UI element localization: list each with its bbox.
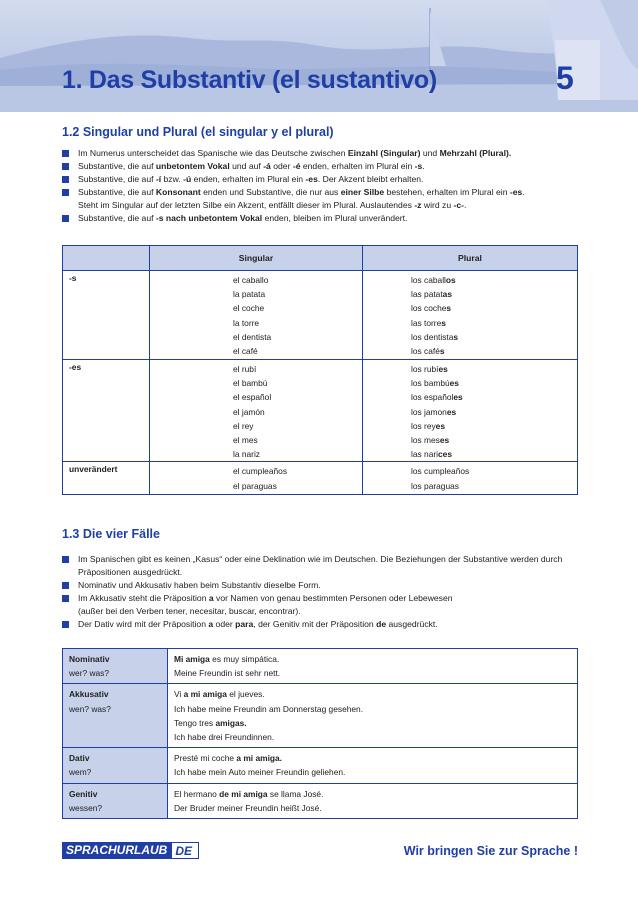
bold-text: s <box>446 303 452 314</box>
plural-word <box>411 447 577 461</box>
case-name: Genitiv <box>69 788 98 799</box>
plural-word <box>411 405 577 419</box>
plural-word <box>411 433 577 447</box>
text-run: Im Numerus unterscheidet das Spanische wie das Deutsche zwischen <box>78 148 348 158</box>
bullet-item <box>62 553 592 579</box>
text-run: Tengo tres <box>174 717 216 728</box>
case-name: Nominativ <box>69 654 110 664</box>
singular-word: el mes <box>233 435 258 446</box>
bold-text: s <box>441 317 446 328</box>
square-bullet-icon <box>62 163 69 170</box>
singular-word: el bambú <box>233 378 268 389</box>
text-run: Im Spanischen gibt es keinen „Kasus“ oder eine Deklination wie im Deutschen. Die Beziehungen der Substantive werden durch <box>78 554 563 564</box>
table-row <box>63 271 578 360</box>
text-run: Presté mi coche <box>174 753 237 764</box>
text-run: (außer bei den Verben tener, necesitar, buscar, encontrar). <box>78 606 301 616</box>
section-title-cases: 1.3 Die vier Fälle <box>62 527 160 541</box>
example-line <box>174 687 571 701</box>
case-row <box>63 748 578 783</box>
text-run: los rey <box>411 420 436 431</box>
singular-word: la torre <box>233 317 260 328</box>
square-bullet-icon <box>62 189 69 196</box>
singular-word: el caballo <box>233 275 269 285</box>
text-run: los cumpleaños <box>411 466 470 477</box>
text-run: El hermano <box>174 788 220 799</box>
case-question: wen? was? <box>69 703 111 714</box>
example-line <box>174 716 571 730</box>
text-run: Der Bruder meiner Freundin heißt José. <box>174 802 322 813</box>
section-title-singular-plural: 1.2 Singular und Plural (el singular y el plural) <box>62 125 334 139</box>
plural-word <box>411 376 577 390</box>
case-example-cell <box>168 684 578 748</box>
example-line <box>174 652 571 666</box>
bold-text: ces <box>438 449 452 460</box>
chapter-number: 5 <box>556 60 574 96</box>
text-run: las nari <box>411 449 438 460</box>
case-row <box>63 649 578 684</box>
bold-text: -s nach unbetontem Vokal <box>155 213 263 223</box>
text-run: los paraguas <box>411 480 459 491</box>
example-line <box>174 730 571 744</box>
text-run: oder <box>213 619 236 629</box>
example-line <box>174 702 571 716</box>
text-run: Präpositionen ausgedrückt. <box>78 567 183 577</box>
singular-word: el dentista <box>233 331 272 342</box>
singular-word: el paraguas <box>233 480 277 491</box>
case-row <box>63 783 578 818</box>
bold-text: de <box>376 619 387 629</box>
ending-cell: -es <box>63 360 150 462</box>
text-run: los mes <box>411 435 440 446</box>
square-bullet-icon <box>62 176 69 183</box>
text-run: und auf <box>229 161 264 171</box>
text-run: el jueves. <box>226 689 265 700</box>
example-line <box>174 801 571 815</box>
bold-text: os <box>445 275 456 285</box>
text-run: Der Dativ wird mit der Präposition <box>78 619 209 629</box>
bold-text: as <box>442 289 452 300</box>
case-label-cell <box>63 783 168 818</box>
example-line <box>174 765 571 779</box>
header-photo <box>0 0 638 112</box>
text-run: Vi <box>174 689 184 700</box>
bold-text: para <box>235 619 254 629</box>
text-run: Substantive, die auf <box>78 213 156 223</box>
plural-word <box>411 344 577 358</box>
text-run: las torre <box>411 317 442 328</box>
table-row <box>63 360 578 462</box>
bullet-item <box>62 579 592 592</box>
bold-text: es <box>439 435 450 446</box>
square-bullet-icon <box>62 595 69 602</box>
table-row <box>63 462 578 495</box>
chapter-title: 1. Das Substantiv (el sustantivo) <box>62 66 437 94</box>
singular-cell <box>150 271 363 360</box>
bold-text: s <box>453 331 459 342</box>
singular-cell <box>150 360 363 462</box>
text-run: Substantive, die auf <box>78 161 156 171</box>
table-header-singular: Singular <box>150 246 363 271</box>
bold-text: -z <box>414 200 422 210</box>
text-run: Ich habe meine Freundin am Donnerstag gesehen. <box>174 703 364 714</box>
ending-cell: unverändert <box>63 462 150 495</box>
logo-part-sprachurlaub: SPRACHURLAUB <box>62 842 172 859</box>
ending-cell: -s <box>63 271 150 360</box>
text-run: es muy simpática. <box>209 654 280 664</box>
bold-text: es <box>438 364 448 374</box>
plural-word <box>411 390 577 404</box>
bold-text: -c- <box>453 200 464 210</box>
text-run: . <box>422 161 425 171</box>
case-label-cell <box>63 748 168 783</box>
bold-text: einer Silbe <box>340 187 385 197</box>
singular-word: el café <box>233 346 258 357</box>
bold-text: amigas. <box>215 717 247 728</box>
bold-text: a <box>208 619 214 629</box>
text-run: bzw. <box>161 174 184 184</box>
case-label-cell <box>63 684 168 748</box>
bold-text: Konsonant <box>155 187 201 197</box>
bullet-item <box>62 147 582 160</box>
text-run: las patat <box>411 289 443 300</box>
bold-text: -í <box>155 174 162 184</box>
text-run: los coche <box>411 303 447 314</box>
plural-word <box>411 273 577 287</box>
bullet-item <box>62 618 592 631</box>
singular-word: el rubí <box>233 364 257 374</box>
text-run: Ich habe drei Freundinnen. <box>174 732 275 743</box>
text-run: ausgedrückt. <box>386 619 438 629</box>
text-run: los jamon <box>411 406 447 417</box>
bold-text: -ú <box>183 174 192 184</box>
plural-word <box>411 287 577 301</box>
singular-word: la nariz <box>233 449 260 460</box>
case-name: Dativ <box>69 753 90 764</box>
square-bullet-icon <box>62 150 69 157</box>
bullet-item <box>62 160 582 173</box>
text-run: Im Akkusativ steht die Präposition <box>78 593 209 603</box>
case-row <box>63 684 578 748</box>
text-run: . <box>522 187 525 197</box>
bold-text: es <box>435 420 445 431</box>
case-example-cell <box>168 748 578 783</box>
table-header-ending <box>63 246 150 271</box>
bold-text: a mi amiga. <box>236 753 282 764</box>
text-run: . Der Akzent bleibt erhalten. <box>317 174 424 184</box>
case-example-cell <box>168 649 578 684</box>
plural-word <box>411 330 577 344</box>
text-run: enden, erhalten im Plural ein <box>300 161 415 171</box>
text-run: los dentista <box>411 331 454 342</box>
text-run: , der Genitiv mit der Präposition <box>253 619 377 629</box>
bold-text: es <box>449 378 459 389</box>
text-run: . <box>464 200 467 210</box>
square-bullet-icon <box>62 621 69 628</box>
bold-text: -es <box>305 174 318 184</box>
text-run: se llama José. <box>267 788 324 799</box>
singular-plural-table <box>62 245 578 495</box>
text-run: los español <box>411 392 454 403</box>
logo-part-de: DE <box>172 842 199 859</box>
text-run: bestehen, erhalten im Plural ein <box>384 187 510 197</box>
case-question: wer? was? <box>69 668 110 679</box>
bold-text: a <box>208 593 214 603</box>
bold-text: -es <box>509 187 523 197</box>
text-run: enden und Substantive, die nur aus <box>200 187 341 197</box>
text-run: los bambú <box>411 378 450 389</box>
case-example-cell <box>168 783 578 818</box>
bold-text: unbetontem Vokal <box>155 161 230 171</box>
case-label-cell <box>63 649 168 684</box>
plural-cell <box>363 271 578 360</box>
cases-bullets <box>62 553 592 631</box>
table-header-plural: Plural <box>363 246 578 271</box>
text-run: Steht im Singular auf der letzten Silbe ein Akzent, entfällt dieser im Plural. Auslautendes <box>78 200 415 210</box>
text-run: Ich habe mein Auto meiner Freundin geliehen. <box>174 767 346 778</box>
text-run: oder <box>270 161 293 171</box>
square-bullet-icon <box>62 215 69 222</box>
singular-word: el español <box>233 392 272 403</box>
bold-text: -é <box>292 161 301 171</box>
singular-word: el coche <box>233 303 265 314</box>
bold-text: -s <box>414 161 423 171</box>
sprachurlaub-logo <box>62 842 199 859</box>
text-run: wird zu <box>421 200 454 210</box>
bold-text: a mi amiga <box>183 689 227 700</box>
bold-text: es <box>446 406 457 417</box>
singular-word: el jamón <box>233 406 265 417</box>
cases-table <box>62 648 578 819</box>
text-run: Meine Freundin ist sehr nett. <box>174 668 281 679</box>
plural-word <box>411 479 577 493</box>
bold-text: Mi amiga <box>174 654 210 664</box>
singular-word: el cumpleaños <box>233 466 288 477</box>
coastal-landscape-image <box>0 0 638 112</box>
example-line <box>174 751 571 765</box>
text-run: Nominativ und Akkusativ haben beim Substantiv dieselbe Form. <box>78 580 321 590</box>
text-run: vor Namen von genau bestimmten Personen oder Lebewesen <box>213 593 453 603</box>
text-run: und <box>420 148 440 158</box>
bold-text: es <box>453 392 463 403</box>
plural-cell <box>363 462 578 495</box>
bullet-item <box>62 186 582 212</box>
text-run: Substantive, die auf <box>78 174 156 184</box>
text-run: enden, erhalten im Plural ein <box>191 174 306 184</box>
bold-text: s <box>439 346 445 357</box>
square-bullet-icon <box>62 556 69 563</box>
text-run: Substantive, die auf <box>78 187 156 197</box>
plural-word <box>411 301 577 315</box>
singular-word: la patata <box>233 289 266 300</box>
plural-word <box>411 362 577 376</box>
bold-text: -á <box>263 161 271 171</box>
text-run: los rubí <box>411 364 439 374</box>
case-question: wem? <box>69 767 92 778</box>
footer-slogan: Wir bringen Sie zur Sprache ! <box>403 844 578 858</box>
plural-word <box>411 419 577 433</box>
example-line <box>174 787 571 801</box>
text-run: enden, bleiben im Plural unverändert. <box>262 213 408 223</box>
singular-cell <box>150 462 363 495</box>
square-bullet-icon <box>62 582 69 589</box>
bold-text: Einzahl (Singular) <box>347 148 421 158</box>
text-run: los café <box>411 346 440 357</box>
bullet-item <box>62 173 582 186</box>
plural-word <box>411 316 577 330</box>
plural-word <box>411 464 577 478</box>
case-question: wessen? <box>69 802 103 813</box>
bullet-item <box>62 212 582 225</box>
singular-plural-bullets <box>62 147 582 225</box>
case-name: Akkusativ <box>69 689 109 700</box>
bullet-item <box>62 592 592 618</box>
bold-text: Mehrzahl (Plural). <box>439 148 512 158</box>
singular-word: el rey <box>233 420 254 431</box>
bold-text: de mi amiga <box>219 788 268 799</box>
plural-cell <box>363 360 578 462</box>
text-run: los caball <box>411 275 446 285</box>
example-line <box>174 666 571 680</box>
